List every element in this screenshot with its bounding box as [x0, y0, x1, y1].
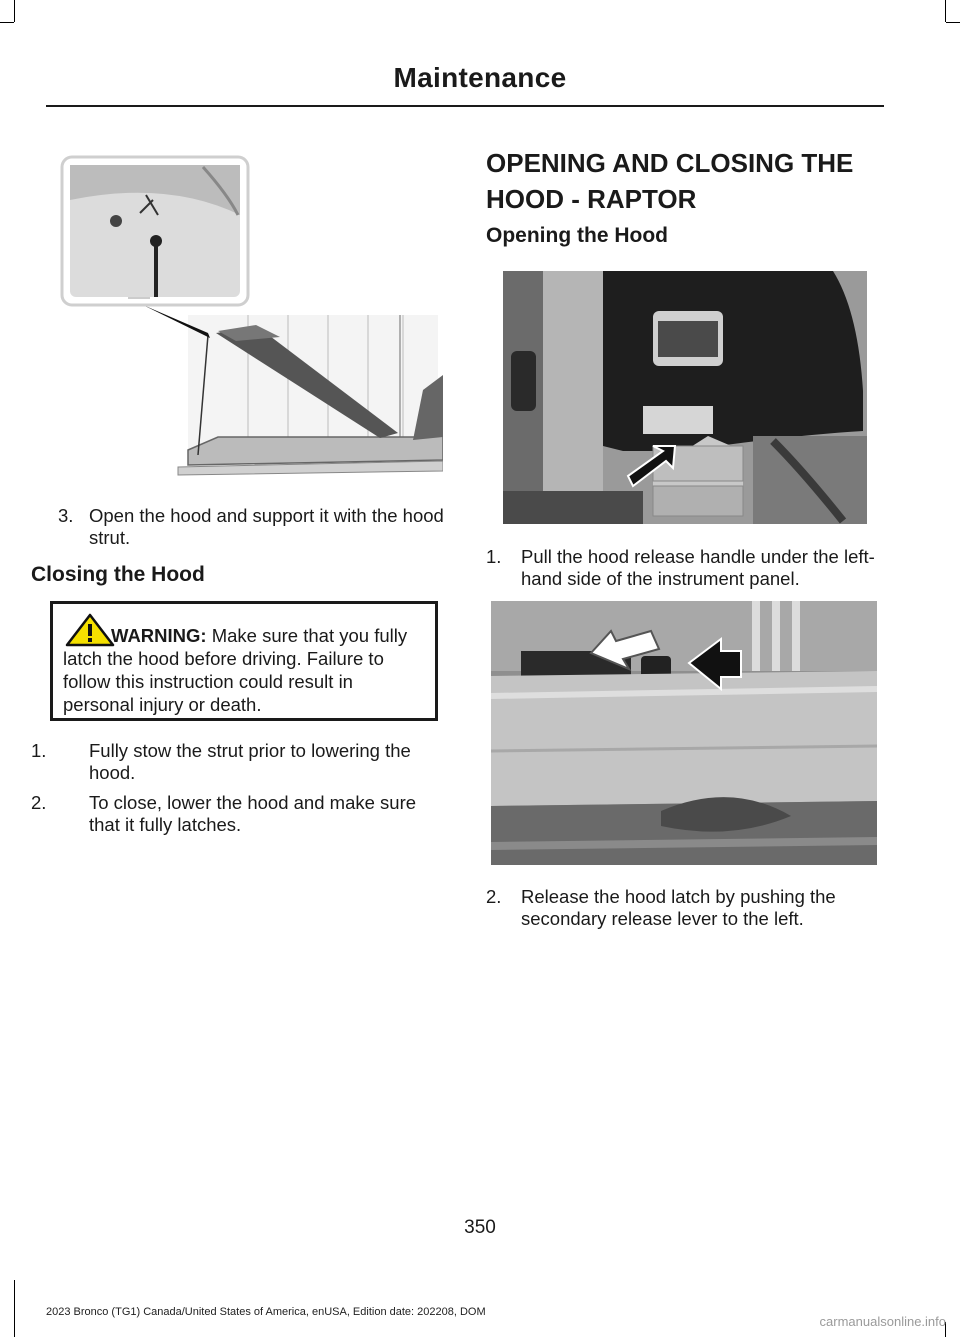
- warning-text: Make sure that you fully latch the hood before driving. Failure to follow this instruction could result in personal injury or death.: [63, 625, 408, 715]
- opening-step-2: [486, 886, 886, 932]
- crop-mark: [0, 22, 14, 23]
- step-number: 1.: [31, 740, 47, 761]
- step-number: 1.: [486, 546, 502, 567]
- step-text: Open the hood and support it with the hood strut.: [89, 505, 444, 548]
- step-number: 3.: [58, 505, 74, 526]
- footer-edition-text: 2023 Bronco (TG1) Canada/United States of America, enUSA, Edition date: 202208, DOM: [46, 1306, 486, 1318]
- section-title-line-1: OPENING AND CLOSING THE: [486, 148, 854, 178]
- watermark: carmanualsonline.info: [819, 1314, 946, 1329]
- section-title-line-2: HOOD - RAPTOR: [486, 184, 697, 214]
- crop-mark: [945, 0, 946, 22]
- warning-triangle-icon: [65, 613, 115, 652]
- closing-step-1: [31, 740, 451, 786]
- crop-mark: [946, 22, 960, 23]
- header-divider: [46, 105, 884, 107]
- crop-mark: [14, 1280, 15, 1337]
- hood-release-handle-image: [503, 271, 867, 524]
- closing-step-2: [31, 792, 451, 838]
- crop-mark: [14, 0, 15, 22]
- step-text: Fully stow the strut prior to lowering the hood.: [89, 740, 411, 783]
- step-3: [58, 505, 448, 551]
- section-title: [486, 145, 926, 217]
- step-text: Release the hood latch by pushing the secondary release lever to the left.: [521, 886, 836, 929]
- opening-hood-heading: Opening the Hood: [486, 224, 668, 247]
- closing-hood-heading: Closing the Hood: [31, 563, 205, 586]
- hood-strut-illustration: [58, 155, 443, 480]
- step-number: 2.: [31, 792, 47, 813]
- warning-box: [50, 601, 438, 721]
- step-text: Pull the hood release handle under the left-hand side of the instrument panel.: [521, 546, 875, 589]
- step-number: 2.: [486, 886, 502, 907]
- warning-label: WARNING:: [111, 625, 207, 646]
- opening-step-1: [486, 546, 886, 592]
- page-header-title: Maintenance: [393, 62, 567, 93]
- step-text: To close, lower the hood and make sure that it fully latches.: [89, 792, 417, 835]
- page-number: 350: [464, 1217, 496, 1238]
- secondary-release-lever-image: [491, 601, 877, 865]
